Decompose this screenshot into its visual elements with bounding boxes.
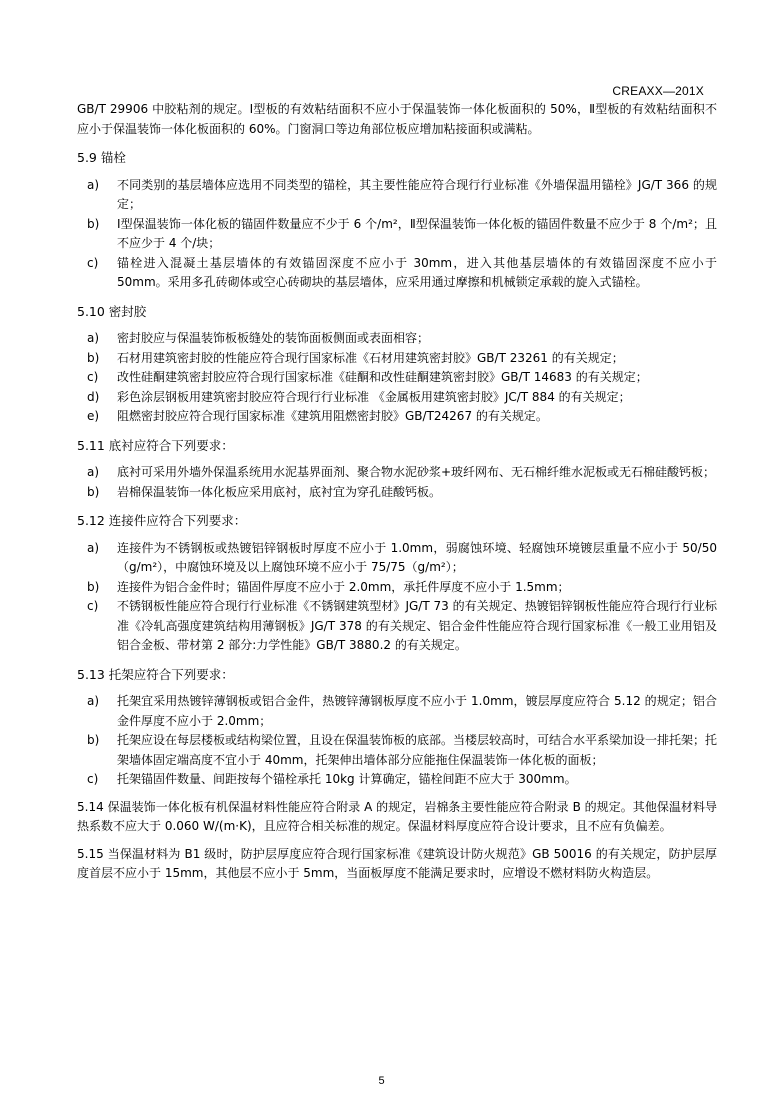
item-text: 连接件为铝合金件时；锚固件厚度不应小于 2.0mm，承托件厚度不应小于 1.5mm； — [117, 579, 570, 594]
page-number: 5 — [378, 1075, 385, 1087]
item-label: d) — [87, 389, 100, 404]
item-label: b) — [87, 579, 100, 594]
item-text: 彩色涂层钢板用建筑密封胶应符合现行行业标准 《金属板用建筑密封胶》JC/T 884 的有关规定； — [117, 389, 631, 404]
list-item — [77, 407, 717, 427]
item-text: 石材用建筑密封胶的性能应符合现行国家标准《石材用建筑密封胶》GB/T 23261 的有关规定； — [117, 350, 624, 365]
list-item — [77, 254, 717, 293]
item-label: a) — [87, 540, 100, 555]
section-5-12 — [77, 511, 717, 656]
intro-paragraph: GB/T 29906 中胶粘剂的规定。Ⅰ型板的有效粘结面积不应小于保温装饰一体化板面积的 50%，Ⅱ型板的有效粘结面积不应小于保温装饰一体化板面积的 60%。门窗洞口等边角部位板应增加粘接面积或满粘。 — [77, 102, 717, 136]
item-label: b) — [87, 216, 100, 231]
page-content — [77, 100, 717, 884]
section-5-11 — [77, 436, 717, 503]
clause-5-14: 5.14 保温装饰一体化板有机保温材料性能应符合附录 A 的规定，岩棉条主要性能应符合附录 B 的规定。其他保温材料导热系数不应大于 0.060 W/(m·K)，且应符合相关标准的规定。保温材料厚度应符合设计要求，且不应有负偏差。 — [77, 799, 717, 833]
list-item — [77, 539, 717, 578]
item-text: Ⅰ型保温装饰一体化板的锚固件数量应不少于 6 个/m²，Ⅱ型保温装饰一体化板的锚固件数量不应少于 8 个/m²；且不应少于 4 个/块； — [117, 216, 717, 250]
list-item — [77, 463, 717, 483]
list-item — [77, 368, 717, 388]
standard-code: CREAXX—201X — [612, 84, 704, 98]
item-label: c) — [87, 772, 99, 786]
item-text: 底衬可采用外墙外保温系统用水泥基界面剂、聚合物水泥砂浆+玻纤网布、无石棉纤维水泥板或无石棉硅酸钙板； — [117, 465, 716, 479]
section-heading: 5.11 底衬应符合下列要求： — [77, 437, 234, 453]
list-item — [77, 388, 717, 408]
item-label: c) — [87, 370, 99, 384]
section-heading: 5.13 托架应符合下列要求： — [77, 666, 234, 682]
item-label: a) — [87, 331, 100, 345]
list-item — [77, 731, 717, 770]
item-label: b) — [87, 484, 100, 499]
section-5-13 — [77, 665, 717, 790]
item-label: a) — [87, 465, 100, 479]
list-item — [77, 483, 717, 503]
item-label: a) — [87, 177, 100, 192]
item-label: e) — [87, 409, 100, 423]
item-text: 锚栓进入混凝土基层墙体的有效锚固深度不应小于 30mm，进入其他基层墙体的有效锚固深度不应小于 50mm。采用多孔砖砌体或空心砖砌块的基层墙体，应采用通过摩擦和机械锁定承载的旋入式锚栓。 — [117, 255, 717, 289]
list-item — [77, 692, 717, 731]
item-text: 托架宜采用热镀锌薄钢板或铝合金件，热镀锌薄钢板厚度不应小于 1.0mm，镀层厚度应符合 5.12 的规定；铝合金件厚度不应小于 2.0mm； — [117, 694, 717, 728]
item-text: 不锈钢板性能应符合现行行业标准《不锈钢建筑型材》JG/T 73 的有关规定、热镀铝锌钢板性能应符合现行行业标准《冷轧高强度建筑结构用薄钢板》JG/T 378 的有关规定、铝合金件性能应符合现行国家标准《一般工业用铝及铝合金板、带材第 2 部分:力学性能》GB/T 3880.2 的有关规定。 — [117, 599, 717, 652]
item-label: b) — [87, 733, 100, 747]
clause-5-15: 5.15 当保温材料为 B1 级时，防护层厚度应符合现行国家标准《建筑设计防火规范》GB 50016 的有关规定，防护层厚度首层不应小于 15mm，其他层不应小于 5mm，当面板厚度不能满足要求时，应增设不燃材料防火构造层。 — [77, 846, 717, 880]
item-text: 密封胶应与保温装饰板板缝处的装饰面板侧面或表面相容； — [117, 331, 430, 345]
item-text: 不同类别的基层墙体应选用不同类型的锚栓，其主要性能应符合现行行业标准《外墙保温用锚栓》JG/T 366 的规定； — [117, 177, 717, 211]
list-item — [77, 176, 717, 215]
list-item — [77, 578, 717, 598]
section-heading: 5.9 锚栓 — [77, 150, 126, 165]
section-heading: 5.10 密封胶 — [77, 303, 147, 319]
item-label: b) — [87, 350, 100, 365]
item-label: a) — [87, 694, 100, 708]
item-text: 岩棉保温装饰一体化板应采用底衬，底衬宜为穿孔硅酸钙板。 — [117, 484, 442, 499]
item-text: 连接件为不锈钢板或热镀铝锌钢板时厚度不应小于 1.0mm，弱腐蚀环境、轻腐蚀环境镀层重量不应小于 50/50（g/m²），中腐蚀环境及以上腐蚀环境不应小于 75/75（g/m²）； — [117, 540, 717, 574]
section-heading: 5.12 连接件应符合下列要求： — [77, 513, 247, 528]
list-item — [77, 329, 717, 349]
section-5-10 — [77, 302, 717, 427]
section-5-9 — [77, 148, 717, 293]
item-label: c) — [87, 599, 99, 613]
item-text: 托架应设在每层楼板或结构梁位置，且设在保温装饰板的底部。当楼层较高时，可结合水平系梁加设一排托架；托架墙体固定端高度不宜小于 40mm，托架伸出墙体部分应能拖住保温装饰一体化板的面板； — [117, 733, 718, 767]
list-item — [77, 215, 717, 254]
list-item — [77, 349, 717, 369]
item-label: c) — [87, 255, 99, 270]
list-item — [77, 597, 717, 656]
item-text: 阻燃密封胶应符合现行国家标准《建筑用阻燃密封胶》GB/T24267 的有关规定。 — [117, 409, 548, 423]
list-item — [77, 770, 717, 790]
item-text: 改性硅酮建筑密封胶应符合现行国家标准《硅酮和改性硅酮建筑密封胶》GB/T 14683 的有关规定； — [117, 370, 648, 384]
item-text: 托架锚固件数量、间距按每个锚栓承托 10kg 计算确定，锚栓间距不应大于 300mm。 — [117, 772, 577, 786]
